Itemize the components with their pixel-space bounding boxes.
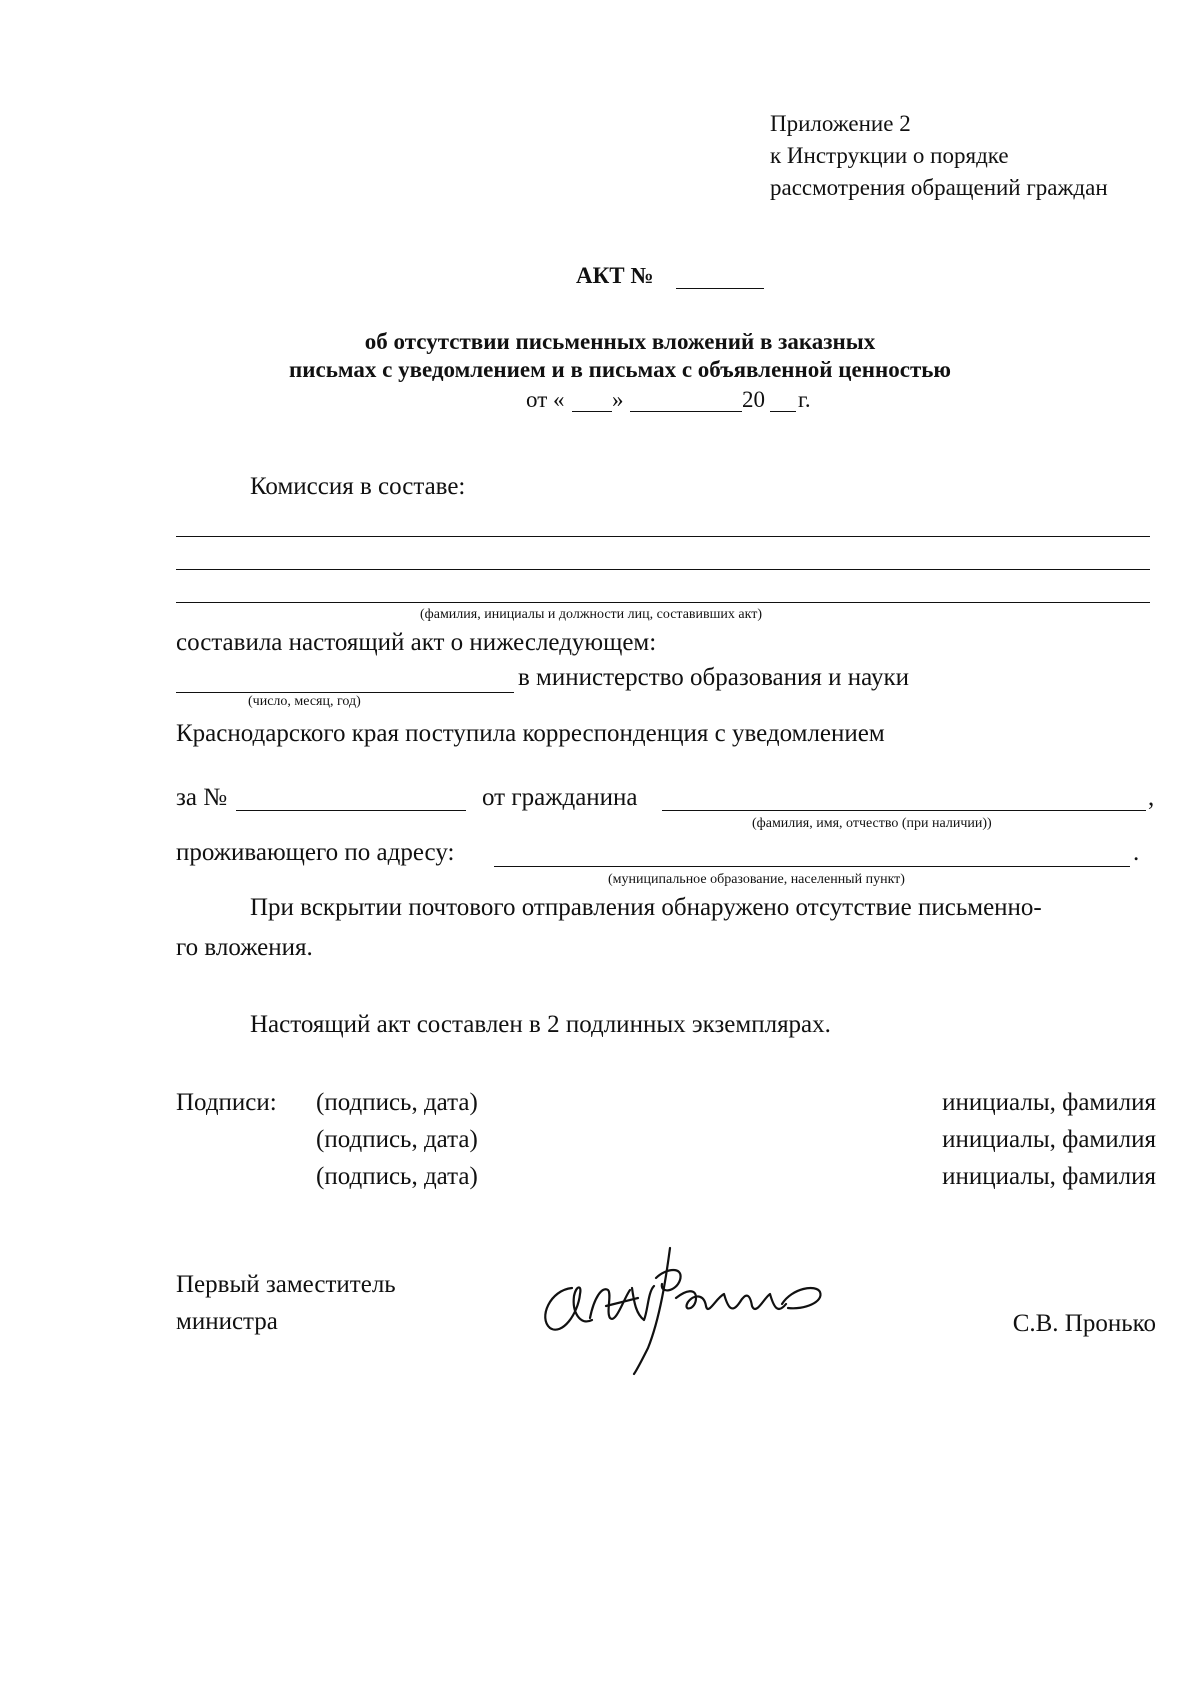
number-blank — [236, 810, 466, 811]
signature-date-1: (подпись, дата) — [316, 1089, 478, 1116]
signature-date-3: (подпись, дата) — [316, 1163, 478, 1190]
date-month-blank — [630, 411, 742, 412]
opening-line-2: го вложения. — [176, 934, 313, 961]
subtitle-line-1: об отсутствии письменных вложений в заказных — [364, 329, 876, 354]
commission-line-1 — [176, 536, 1150, 537]
citizen-blank — [662, 810, 1146, 811]
appendix-line-1: Приложение 2 — [770, 111, 911, 136]
received-date-blank — [176, 692, 514, 693]
compiled-text: составила настоящий акт о нижеследующем: — [176, 629, 657, 656]
appendix-line-3: рассмотрения обращений граждан — [770, 175, 1108, 200]
citizen-caption: (фамилия, имя, отчество (при наличии)) — [752, 816, 992, 831]
from-citizen-text: от гражданина — [482, 784, 638, 811]
date-suffix: г. — [798, 387, 811, 412]
address-label: проживающего по адресу: — [176, 839, 455, 866]
signer-position-line-1: Первый заместитель — [176, 1271, 396, 1298]
date-day-blank — [572, 411, 612, 412]
commission-caption: (фамилия, инициалы и должности лиц, составивших акт) — [420, 607, 763, 622]
subtitle-line-2: письмах с уведомлением и в письмах с объявленной ценностью — [288, 357, 951, 382]
date-year: 20 — [742, 387, 765, 412]
date-year-blank — [770, 411, 796, 412]
signatures-label: Подписи: — [176, 1089, 277, 1116]
signature-name-1: инициалы, фамилия — [942, 1089, 1156, 1116]
handwritten-signature — [520, 1228, 870, 1378]
date-prefix: от « — [526, 387, 565, 412]
act-number-title: АКТ № — [576, 263, 654, 288]
signature-name-2: инициалы, фамилия — [942, 1126, 1156, 1153]
signature-name-3: инициалы, фамилия — [942, 1163, 1156, 1190]
krai-text: Краснодарского края поступила корреспонденция с уведомлением — [176, 720, 885, 747]
signature-date-2: (подпись, дата) — [316, 1126, 478, 1153]
citizen-comma: , — [1148, 784, 1155, 811]
address-period: . — [1133, 839, 1140, 866]
commission-line-3 — [176, 602, 1150, 603]
address-caption: (муниципальное образование, населенный пункт) — [608, 872, 905, 887]
appendix-line-2: к Инструкции о порядке — [770, 143, 1009, 168]
copies-text: Настоящий акт составлен в 2 подлинных экземплярах. — [250, 1011, 831, 1038]
ministry-text: в министерство образования и науки — [518, 664, 910, 691]
commission-line-2 — [176, 569, 1150, 570]
commission-label: Комиссия в составе: — [250, 473, 466, 500]
signer-position-line-2: министра — [176, 1308, 278, 1335]
number-prefix: за № — [176, 784, 228, 811]
signer-name: С.В. Пронько — [1012, 1310, 1156, 1337]
date-mid: » — [612, 387, 624, 412]
opening-line-1: При вскрытии почтового отправления обнаружено отсутствие письменно- — [250, 894, 1042, 921]
act-number-blank — [676, 288, 764, 289]
address-blank — [494, 866, 1130, 867]
date-caption: (число, месяц, год) — [248, 694, 361, 709]
